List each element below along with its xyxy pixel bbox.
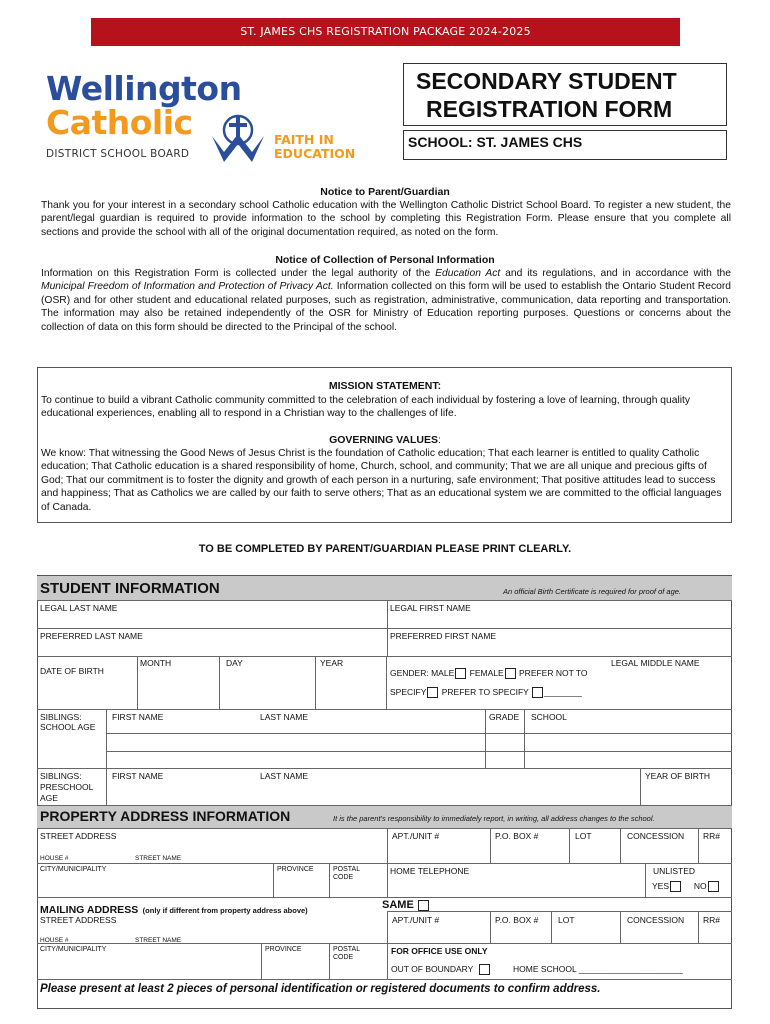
rr-label: RR# (703, 831, 721, 841)
mailing-street-name-label: STREET NAME (135, 937, 182, 944)
values-text: We know: That witnessing the Good News of Jesus Christ is the foundation of Catholic education; That each learner is entitled to quality Catholic education; That Catholic education is a shared responsibility of home, Church, school, and community; That we are all unique and precious gifts of God; That our commitment is to foster the dignity and growth of each person in a nurturing, safe environment; That positive attitudes lead to success and happiness; That as Catholics we are called by our faith to serve others; That as an educational system we are committed to the official languages of Canada. (41, 448, 722, 513)
prefer-not-checkbox[interactable] (427, 687, 438, 698)
same-field: SAME (382, 899, 430, 911)
mission-title: MISSION STATEMENT: (328, 380, 442, 392)
unlisted-yes-checkbox[interactable] (670, 881, 681, 892)
notice-parent-title: Notice to Parent/Guardian (320, 186, 450, 198)
sibling-last-name-label: LAST NAME (260, 712, 309, 722)
date-of-birth-label: DATE OF BIRTH (40, 666, 104, 676)
same-checkbox[interactable] (418, 900, 429, 911)
property-title: PROPERTY ADDRESS INFORMATION (40, 808, 291, 824)
notice-collection-text: Information on this Registration Form is collected under the legal authority of the Education Act and its regulations, and in accordance with the Municipal Freedom of Information and Protection of Privacy Act. Information collected on this form will be used to establish the Ontario Student Record (OSR) and for other student and educational related purposes, such as registration, administrative, communication, data reporting and transportation. The information may also be retained independently of the OSR for Ministry of Education reporting purposes. Questions or concerns about the collection of data on this form should be directed to the Principal of the school. (41, 268, 732, 333)
legal-last-name-label: LEGAL LAST NAME (40, 603, 118, 613)
registration-package-banner: ST. JAMES CHS REGISTRATION PACKAGE 2024-2025 (91, 18, 680, 46)
grade-label: GRADE (489, 712, 520, 722)
female-checkbox[interactable] (505, 668, 516, 679)
mailing-house-label: HOUSE # (40, 937, 69, 944)
province-label: PROVINCE (277, 866, 314, 873)
form-title: SECONDARY STUDENT REGISTRATION FORM (403, 63, 727, 126)
office-use-label: FOR OFFICE USE ONLY (391, 946, 488, 956)
preschool-last-name-label: LAST NAME (260, 771, 309, 781)
street-name-label: STREET NAME (135, 855, 182, 862)
mailing-po-box-label: P.O. BOX # (495, 915, 539, 925)
faith-cross-icon (208, 108, 266, 166)
year-label: YEAR (320, 658, 344, 668)
school-name: SCHOOL: ST. JAMES CHS (403, 130, 727, 160)
siblings-preschool-label: SIBLINGS: PRESCHOOL AGE (40, 771, 94, 803)
preferred-last-name-label: PREFERRED LAST NAME (40, 631, 143, 641)
preferred-first-name-label: PREFERRED FIRST NAME (390, 631, 497, 641)
school-label: SCHOOL (531, 712, 567, 722)
legal-first-name-label: LEGAL FIRST NAME (390, 603, 471, 613)
concession-label: CONCESSION (627, 831, 685, 841)
unlisted-label: UNLISTED (653, 866, 696, 876)
mission-text: To continue to build a vibrant Catholic community committed to the celebration of each individual by fostering a love of learning, through quality educational experiences, enabling all to respond in a Christian way to the challenges of life. (41, 395, 691, 420)
unlisted-options: YES NO (652, 881, 720, 892)
mailing-city-label: CITY/MUNICIPALITY (40, 946, 107, 953)
prefer-specify-checkbox[interactable] (532, 687, 543, 698)
logo-district-school-board: DISTRICT SCHOOL BOARD (46, 148, 190, 160)
legal-middle-name-label: LEGAL MIDDLE NAME (611, 658, 700, 668)
student-info-title: STUDENT INFORMATION (40, 580, 220, 597)
gender-field: GENDER: MALE FEMALE PREFER NOT TO (390, 668, 588, 678)
siblings-school-age-label: SIBLINGS: SCHOOL AGE (40, 712, 96, 732)
day-label: DAY (226, 658, 243, 668)
logo-catholic: Catholic (46, 103, 193, 142)
mailing-street-address-label: STREET ADDRESS (40, 915, 117, 925)
home-school-field: HOME SCHOOL ______________________ (513, 964, 683, 974)
unlisted-no-checkbox[interactable] (708, 881, 719, 892)
house-number-label: HOUSE # (40, 855, 69, 862)
month-label: MONTH (140, 658, 172, 668)
mailing-lot-label: LOT (558, 915, 575, 925)
mailing-province-label: PROVINCE (265, 946, 302, 953)
out-of-boundary-checkbox[interactable] (479, 964, 490, 975)
postal-code-label: POSTAL CODE (333, 866, 361, 881)
mailing-rr-label: RR# (703, 915, 721, 925)
gender-specify-field: SPECIFY PREFER TO SPECIFY ________ (390, 687, 582, 697)
mailing-address-title: MAILING ADDRESS (only if different from property address above) (40, 904, 308, 916)
address-change-note: It is the parent's responsibility to immediately report, in writing, all address changes to the school. (333, 814, 655, 823)
mailing-concession-label: CONCESSION (627, 915, 685, 925)
notice-collection-title: Notice of Collection of Personal Information (275, 254, 495, 266)
po-box-label: P.O. BOX # (495, 831, 539, 841)
identification-note: Please present at least 2 pieces of personal identification or registered documents to confirm address. (40, 983, 601, 995)
preschool-first-name-label: FIRST NAME (112, 771, 164, 781)
out-of-boundary-field: OUT OF BOUNDARY (391, 964, 491, 975)
male-checkbox[interactable] (455, 668, 466, 679)
sibling-first-name-label: FIRST NAME (112, 712, 164, 722)
print-clearly-instruction: TO BE COMPLETED BY PARENT/GUARDIAN PLEASE PRINT CLEARLY. (198, 543, 572, 555)
lot-label: LOT (575, 831, 592, 841)
city-label: CITY/MUNICIPALITY (40, 866, 107, 873)
mailing-apt-label: APT./UNIT # (392, 915, 440, 925)
mailing-postal-label: POSTAL CODE (333, 946, 361, 961)
values-title: GOVERNING VALUES: (329, 434, 441, 446)
apt-unit-label: APT./UNIT # (392, 831, 440, 841)
notice-parent-text: Thank you for your interest in a secondary school Catholic education with the Wellington Catholic District School Board. To register a new student, the parent/legal guardian is required to provide information to the school by completing this Registration Form. Please ensure that you complete all sections and provide the school with all of the original documentation required, as noted on the form. (41, 200, 731, 238)
street-address-label: STREET ADDRESS (40, 831, 117, 841)
faith-in-education-tagline: FAITH IN EDUCATION (274, 132, 356, 161)
year-of-birth-label: YEAR OF BIRTH (645, 771, 711, 781)
birth-certificate-note: An official Birth Certificate is required for proof of age. (503, 587, 682, 596)
home-telephone-label: HOME TELEPHONE (390, 866, 470, 876)
logo-wellington: Wellington (46, 69, 242, 108)
